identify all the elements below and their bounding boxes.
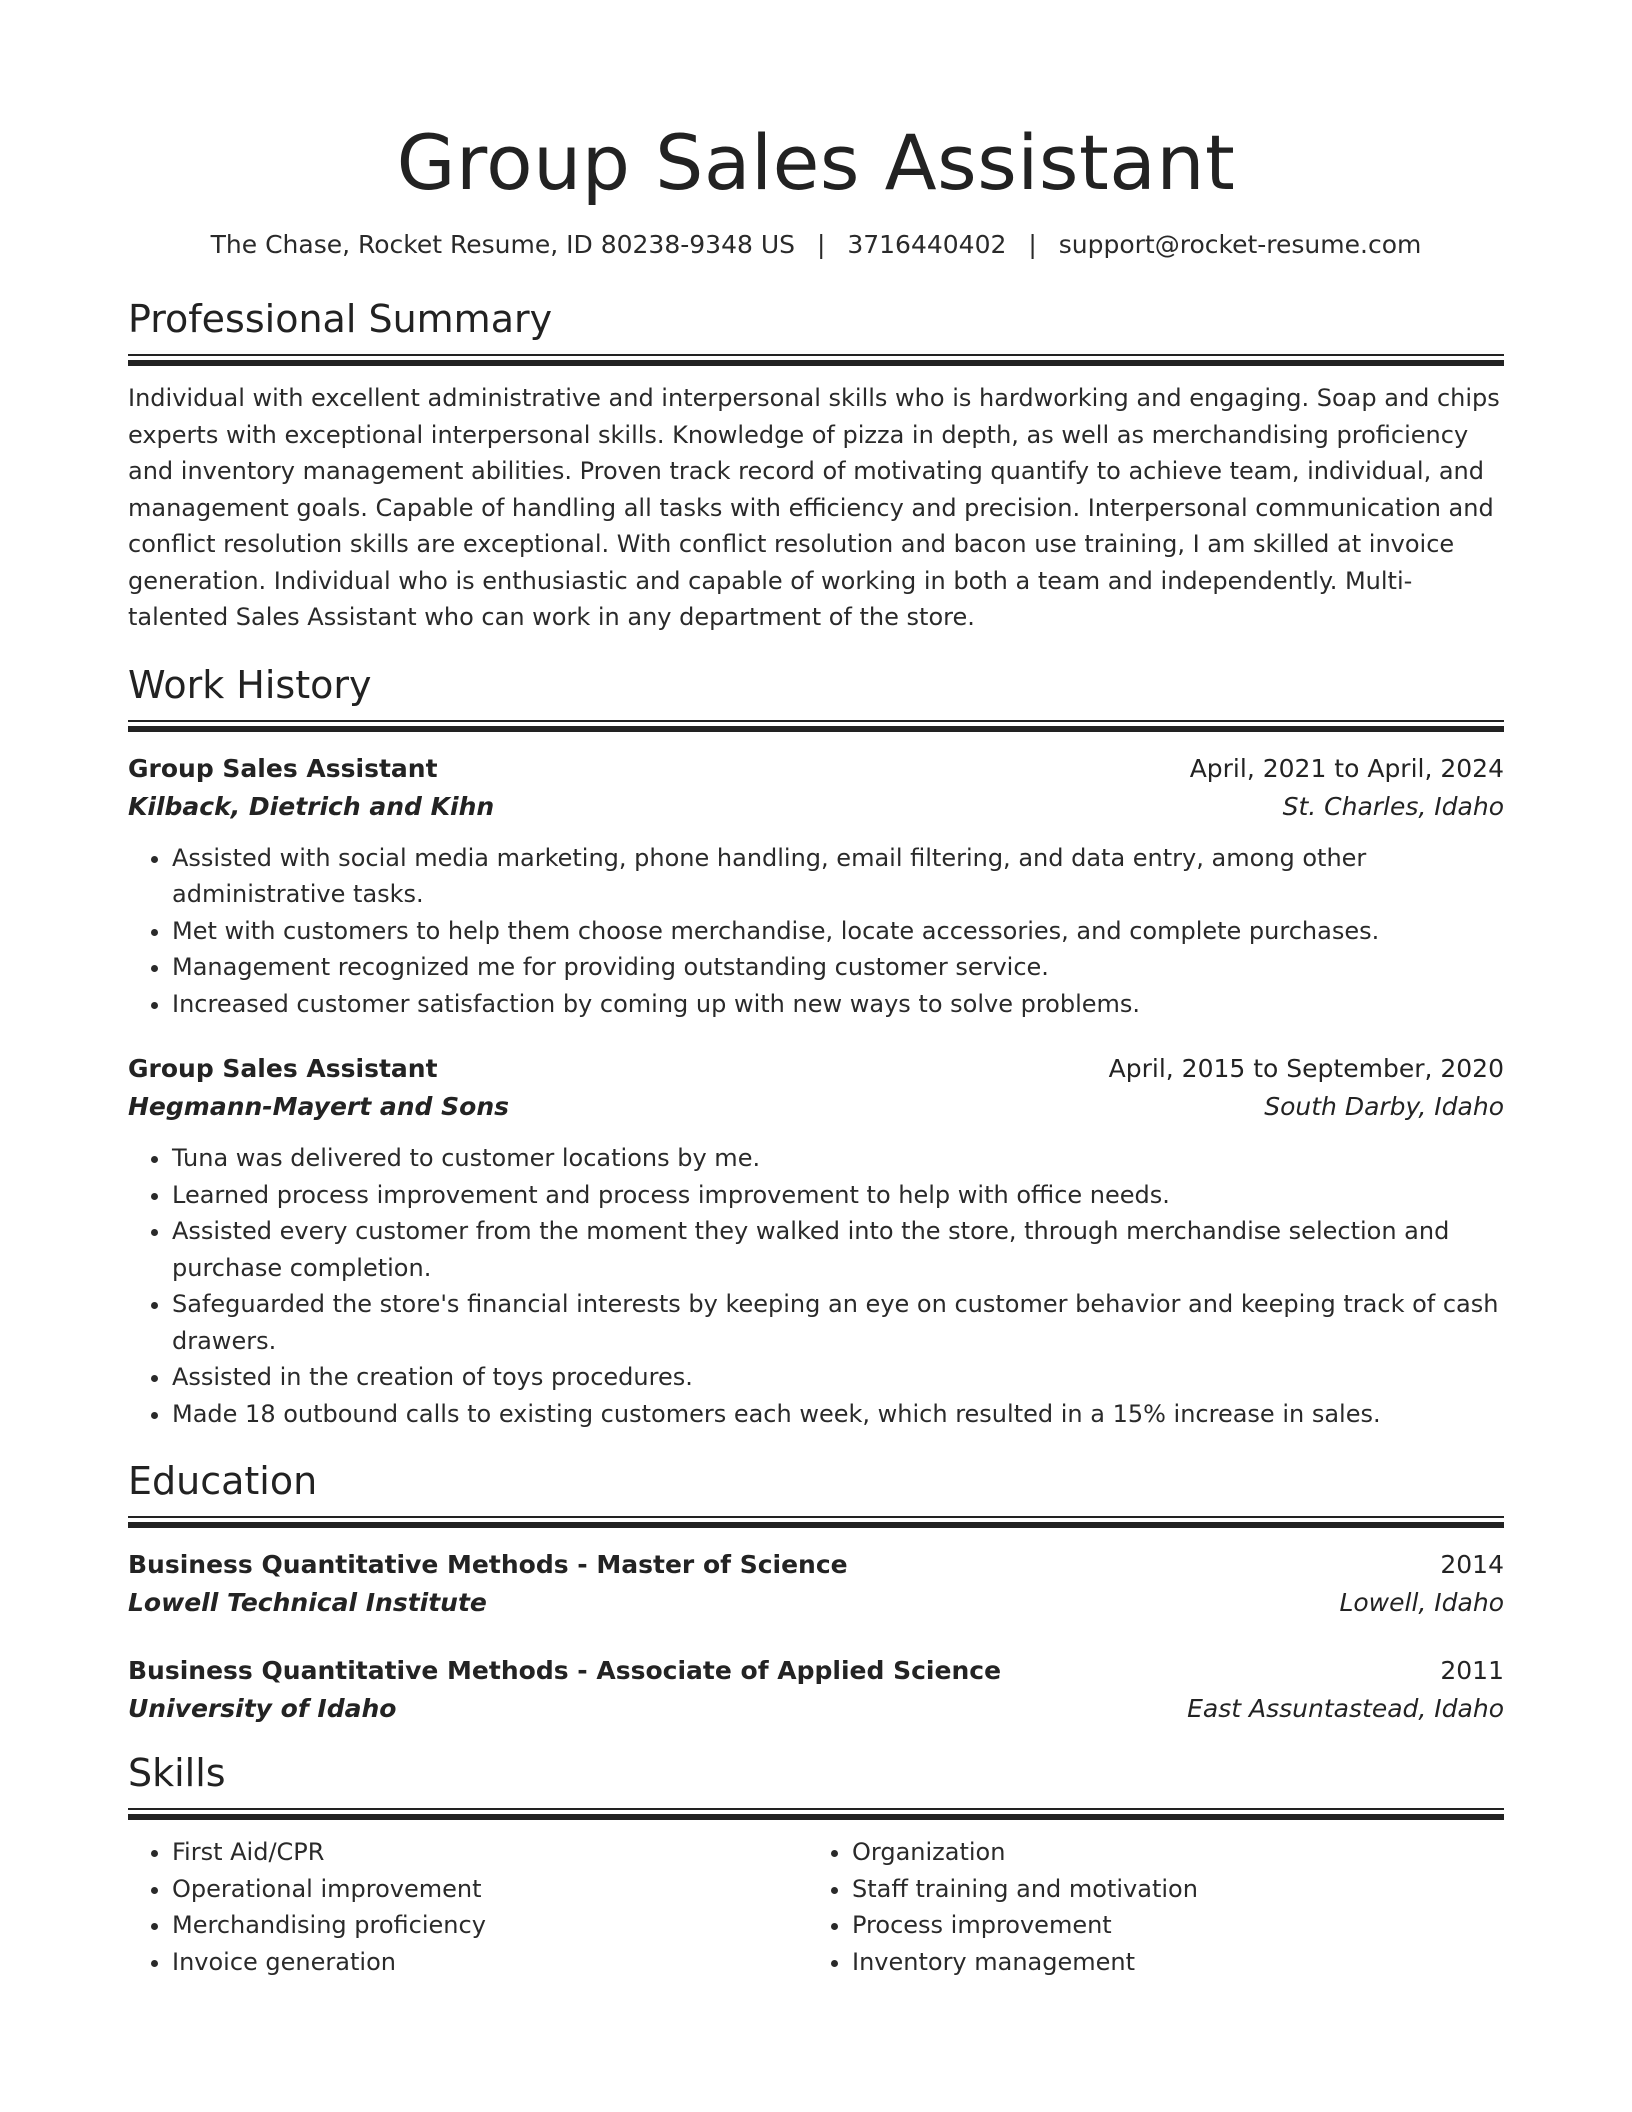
skills-grid: [128, 1834, 1504, 1980]
skills-list-right: [808, 1834, 1488, 1980]
job-role: Group Sales Assistant: [128, 1054, 438, 1083]
education-header-row: [128, 1652, 1504, 1690]
education-entry: [128, 1546, 1504, 1622]
job-bullets: [128, 1140, 1504, 1432]
contact-email[interactable]: support@rocket-resume.com: [1058, 230, 1422, 259]
education-school: Lowell Technical Institute: [128, 1588, 487, 1617]
job-bullet: • Assisted with social media marketing, phone handling, email filtering, and data entry, among other administrative tasks.: [172, 840, 1504, 913]
education-header-row: [128, 1546, 1504, 1584]
education-degree: Business Quantitative Methods - Master of Science: [128, 1550, 848, 1579]
education-school-row: [128, 1690, 1504, 1728]
resume-name: Group Sales Assistant: [396, 118, 1236, 207]
education-location: East Assuntastead, Idaho: [1187, 1694, 1504, 1723]
skills-column-left: [128, 1834, 808, 1980]
section-title-work: Work History: [128, 662, 372, 707]
summary-text: Individual with excellent administrative and interpersonal skills who is hardworking and engaging. Soap and chips experts with exceptional interpersonal skills. Knowledge of pizza in depth, as well as merchandising proficiency and inventory management abilities. Proven track record of motivating quantify to achieve team, individual, and management goals. Capable of handling all tasks with efficiency and precision. Interpersonal communication and conflict resolution skills are exceptional. With conflict resolution and bacon use training, I am skilled at invoice generation. Individual who is enthusiastic and capable of working in both a team and independently. Multi-talented Sales Assistant who can work in any department of the store.: [128, 384, 1500, 631]
section-divider: [128, 1808, 1504, 1820]
skill-item: • Inventory management: [852, 1944, 1488, 1981]
job-bullet: • Management recognized me for providing outstanding customer service.: [172, 949, 1504, 986]
section-divider: [128, 354, 1504, 366]
education-school: University of Idaho: [128, 1694, 397, 1723]
job-company: Kilback, Dietrich and Kihn: [128, 791, 495, 821]
section-title-education: Education: [128, 1459, 318, 1503]
job-dates: April, 2015 to September, 2020: [1108, 1054, 1504, 1083]
job-bullet: • Tuna was delivered to customer locations by me.: [172, 1140, 1504, 1177]
contact-phone[interactable]: 3716440402: [847, 230, 1007, 259]
summary-section: [128, 296, 1504, 636]
contact-address: The Chase, Rocket Resume, ID 80238-9348 US: [210, 230, 795, 259]
job-bullet: • Assisted in the creation of toys procedures.: [172, 1359, 1504, 1396]
section-divider: [128, 720, 1504, 732]
skill-item: • Merchandising proficiency: [172, 1907, 808, 1944]
job-company-row: [128, 1088, 1504, 1126]
job-header-row: [128, 1050, 1504, 1088]
job-bullet: • Met with customers to help them choose merchandise, locate accessories, and complete purchases.: [172, 913, 1504, 950]
job-company-row: [128, 788, 1504, 826]
contact-line: [128, 228, 1504, 262]
education-section: [128, 1458, 1504, 1728]
job-role: Group Sales Assistant: [128, 753, 438, 783]
section-divider: [128, 1516, 1504, 1528]
section-title-skills: Skills: [128, 1751, 226, 1795]
skill-item: • Operational improvement: [172, 1871, 808, 1908]
job-entry: [128, 750, 1504, 1023]
education-degree: Business Quantitative Methods - Associate of Applied Science: [128, 1656, 1002, 1685]
education-location: Lowell, Idaho: [1339, 1588, 1504, 1617]
job-bullet: • Assisted every customer from the moment they walked into the store, through merchandise selection and purchase completion.: [172, 1213, 1504, 1286]
education-year: 2011: [1440, 1656, 1504, 1685]
education-year: 2014: [1440, 1550, 1504, 1579]
skills-column-right: [808, 1834, 1488, 1980]
contact-separator: |: [816, 230, 826, 259]
skills-list-left: [128, 1834, 808, 1980]
work-history-section: [128, 662, 1504, 1433]
job-company: Hegmann-Mayert and Sons: [128, 1092, 510, 1121]
job-header-row: [128, 750, 1504, 788]
section-title-summary: Professional Summary: [128, 297, 553, 341]
job-bullet: • Safeguarded the store's financial interests by keeping an eye on customer behavior and keeping track of cash drawers.: [172, 1286, 1504, 1359]
education-entry: [128, 1652, 1504, 1728]
job-dates: April, 2021 to April, 2024: [1189, 753, 1504, 783]
job-bullet: • Made 18 outbound calls to existing customers each week, which resulted in a 15% increase in sales.: [172, 1396, 1504, 1433]
skill-item: • Process improvement: [852, 1907, 1488, 1944]
job-bullets: [128, 840, 1504, 1023]
skill-item: • Organization: [852, 1834, 1488, 1871]
job-location: South Darby, Idaho: [1264, 1092, 1504, 1121]
job-entry: [128, 1050, 1504, 1432]
skill-item: • Invoice generation: [172, 1944, 808, 1981]
job-bullet: • Learned process improvement and process improvement to help with office needs.: [172, 1177, 1504, 1214]
skill-item: • Staff training and motivation: [852, 1871, 1488, 1908]
skill-item: • First Aid/CPR: [172, 1834, 808, 1871]
job-bullet: • Increased customer satisfaction by coming up with new ways to solve problems.: [172, 986, 1504, 1023]
contact-separator: |: [1028, 230, 1037, 259]
job-location: St. Charles, Idaho: [1282, 791, 1504, 821]
skills-section: [128, 1750, 1504, 1980]
education-school-row: [128, 1584, 1504, 1622]
